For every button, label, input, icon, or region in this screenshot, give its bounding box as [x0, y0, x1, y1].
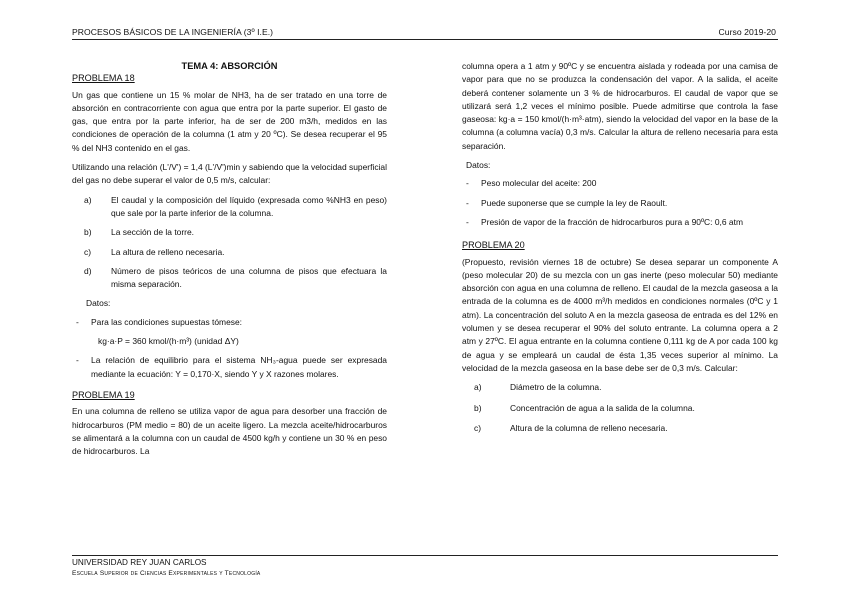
data-item: [466, 177, 778, 190]
question-item: [84, 265, 387, 292]
question-text: La altura de relleno necesaria.: [111, 246, 225, 257]
question-label: b): [84, 227, 92, 238]
data-heading: Datos:: [466, 160, 491, 171]
data-text: Puede suponerse que se cumple la ley de Raoult.: [481, 197, 668, 208]
question-item: [474, 422, 778, 435]
question-label: a): [474, 382, 482, 393]
question-text: El caudal y la composición del líquido (expresada como %NH3 en peso) que sale por la parte inferior de la columna.: [111, 194, 387, 218]
problem-19-title: PROBLEMA 19: [72, 389, 135, 400]
data-item: [76, 316, 387, 329]
section-title: TEMA 4: ABSORCIÓN: [181, 61, 278, 71]
left-column: [72, 60, 387, 458]
problem-19-statement: En una columna de relleno se utiliza vapor de agua para desorber una fracción de hidrocarburos (PM medio = 80) de un aceite ligero. La mezcla aceite/hidrocarburos se alimentará a la columna con un caudal de 4500 kg/h y contiene un 30 % en peso de hidrocarburos. La: [72, 406, 387, 457]
data-text: Para las condiciones supuestas tómese:: [91, 316, 243, 327]
problem-19-statement-continued: columna opera a 1 atm y 90ºC y se encuentra aislada y rodeada por una camisa de vapor para que no se produzca la condensación del vapor. A la salida, el aceite deberá contener solamente un 3 % de hidrocarburos. El caudal de vapor que se utilizará será 1,2 veces el mínimo posible. Puede admitirse que controla la fase gaseosa: kg·a = 150 kmol/(h·m³·atm), siendo la velocidad del vapor en la base de la columna (a columna vacía) 0,3 m/s. Calcular la altura de relleno necesaria para esta separación.: [462, 61, 778, 151]
footer-university: UNIVERSIDAD REY JUAN CARLOS: [72, 558, 207, 567]
problem-18-title: PROBLEMA 18: [72, 73, 135, 84]
dash-marker: -: [466, 178, 469, 189]
data-item: [466, 216, 778, 229]
question-text: Número de pisos teóricos de una columna de pisos que efectuara la misma separación.: [111, 265, 387, 290]
dash-marker: -: [76, 355, 79, 366]
dash-marker: -: [466, 197, 469, 208]
page-header-year: Curso 2019-20: [718, 27, 776, 37]
question-text: Altura de la columna de relleno necesaria.: [510, 422, 668, 433]
question-item: [84, 226, 387, 239]
question-text: Diámetro de la columna.: [510, 382, 602, 393]
question-label: c): [84, 246, 92, 257]
question-label: b): [474, 402, 482, 413]
data-formula: kg·a·P = 360 kmol/(h·m³) (unidad ΔY): [98, 336, 239, 347]
right-column: [462, 60, 778, 442]
header-rule: [72, 39, 778, 40]
data-text: La relación de equilibrio para el sistema NH₃-agua puede ser expresada mediante la ecuación: Y = 0,170·X, siendo Y y X razones molares.: [91, 355, 387, 379]
data-heading: Datos:: [86, 298, 111, 309]
problem-20-questions: [462, 381, 778, 435]
question-label: d): [84, 265, 92, 276]
data-text: Peso molecular del aceite: 200: [481, 178, 597, 189]
question-item: [84, 246, 387, 259]
data-item: [466, 197, 778, 210]
problem-18-questions: [72, 194, 387, 292]
question-text: Concentración de agua a la salida de la columna.: [510, 402, 695, 413]
data-item: [76, 354, 387, 381]
dash-marker: -: [76, 316, 79, 327]
data-text: Presión de vapor de la fracción de hidrocarburos pura a 90ºC: 0,6 atm: [481, 216, 743, 227]
problem-20-statement: (Propuesto, revisión viernes 18 de octubre) Se desea separar un componente A (peso molecular 20) de su mezcla con un gas inerte (peso molecular 50) mediante absorción con agua en una columna de relleno. El caudal de la mezcla gaseosa a la entrada de la columna es de 4000 m³/h medidos en condiciones normales (0ºC y 1 atm). La concentración del soluto A en la mezcla gaseosa de entrada es del 12% en volumen y se desea recuperar el 90% del soluto entrante. La columna opera a 2 atm y 27ºC. El agua entrante en la columna contiene 0,111 kg de A por cada 100 kg de agua y se empleará un caudal de ésta 1,35 veces superior al mínimo. La velocidad de la mezcla gaseosa en la base debe ser de 0,3 m/s. Calcular:: [462, 256, 778, 373]
dash-marker: -: [466, 216, 469, 227]
problem-18-conditions: Utilizando una relación (L'/V') = 1,4 (L'/V')min y sabiendo que la velocidad superficial del gas no debe superar el valor de 0,5 m/s, calcular:: [72, 162, 387, 186]
footer-school: Escuela Superior de Ciencias Experimentales y Tecnología: [72, 570, 261, 577]
question-text: La sección de la torre.: [111, 227, 195, 238]
page-header-course: PROCESOS BÁSICOS DE LA INGENIERÍA (3º I.E.): [72, 27, 274, 37]
question-item: [84, 194, 387, 221]
question-item: [474, 402, 778, 415]
question-label: c): [474, 422, 482, 433]
footer-rule: [72, 555, 778, 556]
question-label: a): [84, 194, 92, 205]
problem-20-title: PROBLEMA 20: [462, 240, 525, 251]
problem-18-statement: Un gas que contiene un 15 % molar de NH3, ha de ser tratado en una torre de absorción en contracorriente con agua que entra por la parte superior. El gasto de gas, que entra por la parte inferior, ha de ser de 200 m3/h, medidos en las condiciones de operación de la columna (1 atm y 20 ºC). Se desea recuperar el 95 % del NH3 contenido en el gas.: [72, 89, 387, 153]
question-item: [474, 381, 778, 394]
